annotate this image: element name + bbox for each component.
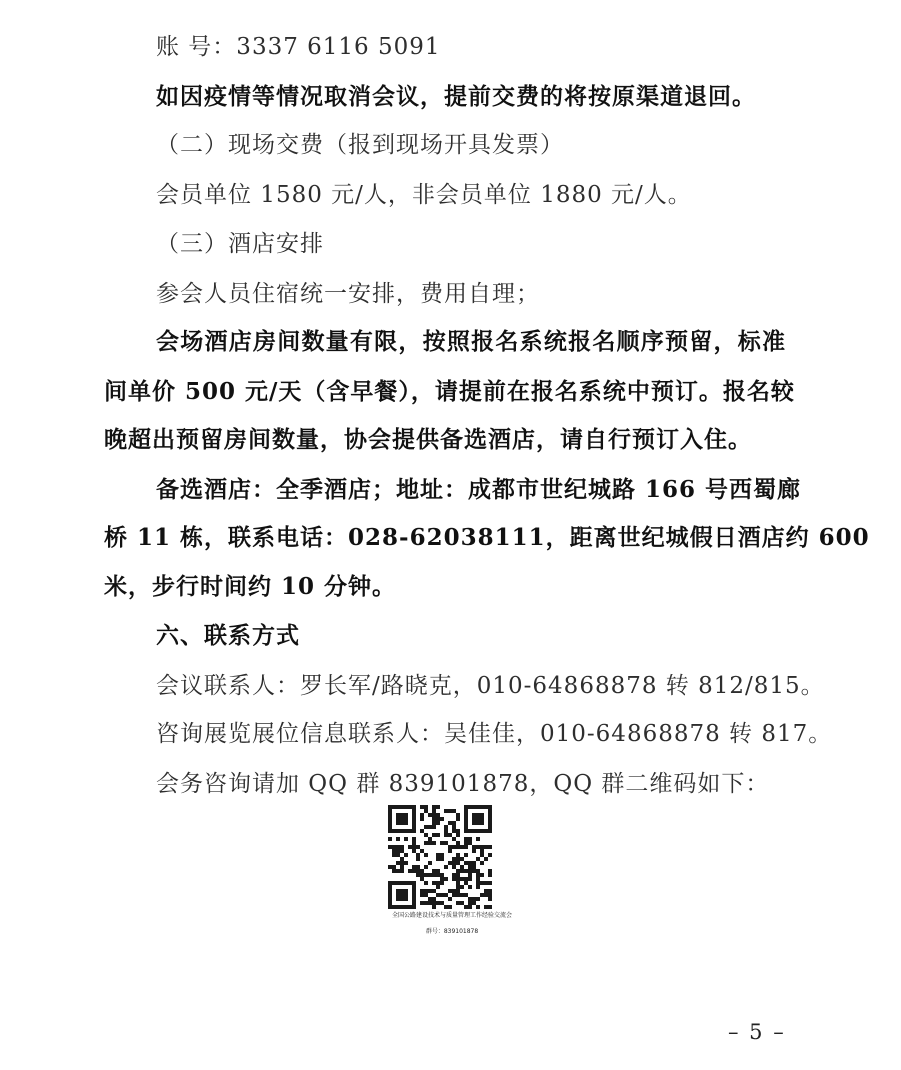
section-hotel-heading: （三）酒店安排 (156, 231, 324, 257)
hotel-paragraph-line-3: 晚超出预留房间数量，协会提供备选酒店，请自行预订入住。 (104, 426, 752, 453)
account-number-line: 账 号：3337 6116 5091 (156, 34, 441, 60)
page-number: – 5 – (728, 1020, 786, 1044)
refund-notice: 如因疫情等情况取消会议，提前交费的将按原渠道退回。 (156, 83, 756, 110)
section-onsite-payment-heading: （二）现场交费（报到现场开具发票） (156, 132, 564, 158)
section-contact-heading: 六、联系方式 (156, 622, 300, 649)
backup-hotel-line-1: 备选酒店：全季酒店；地址：成都市世纪城路 166 号西蜀廊 (156, 476, 802, 503)
qr-caption-title: 全国公路建设技术与质量管理工作经验交流会 (391, 912, 512, 919)
meeting-contact-line: 会议联系人：罗长军/路晓克，010-64868878 转 812/815。 (156, 673, 825, 699)
hotel-paragraph-line-2: 间单价 500 元/天（含早餐），请提前在报名系统中预订。报名较 (104, 378, 795, 405)
qr-code-block (372, 805, 532, 936)
qr-caption-group-id: 群号：839101878 (425, 928, 479, 935)
backup-hotel-line-3: 米，步行时间约 10 分钟。 (104, 573, 397, 600)
qq-group-line: 会务咨询请加 QQ 群 839101878，QQ 群二维码如下： (156, 771, 770, 797)
hotel-paragraph-line-1: 会场酒店房间数量有限，按照报名系统报名顺序预留，标准 (156, 328, 786, 355)
backup-hotel-line-2: 桥 11 栋，联系电话：028-62038111，距离世纪城假日酒店约 600 (104, 524, 870, 551)
onsite-fee-line: 会员单位 1580 元/人，非会员单位 1880 元/人。 (156, 182, 692, 208)
qr-code-icon (388, 805, 492, 909)
exhibition-contact-line: 咨询展览展位信息联系人：吴佳佳，010-64868878 转 817。 (156, 721, 833, 747)
accommodation-line: 参会人员住宿统一安排，费用自理； (156, 281, 540, 307)
